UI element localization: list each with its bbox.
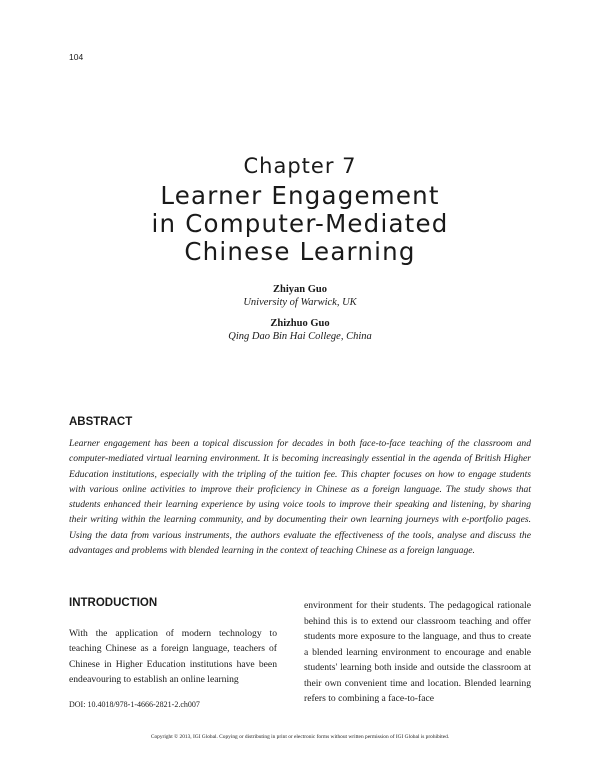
author-affiliation: Qing Dao Bin Hai College, China — [228, 331, 372, 342]
author-block — [0, 284, 600, 309]
chapter-title-line: Chinese Learning — [184, 237, 416, 266]
page-number: 104 — [69, 52, 84, 62]
author-block — [0, 318, 600, 343]
abstract-body: Learner engagement has been a topical discussion for decades in both face-to-face teaching of the classroom and computer-mediated virtual learning environment. It is becoming increasingly essential in the agenda of British Higher Education institutions, especially with the tripling of the tuition fee. This chapter focuses on how to engage students with various online activities to improve their proficiency in Chinese as a foreign language. The study shows that students enhanced their learning experience by using voice tools to improve their speaking and listening, by sharing their writing within the learning community, and by documenting their own learning journeys with e-portfolio pages. Using the data from various instruments, the authors evaluate the effectiveness of the tools, analyse and discuss the advantages and problems with blended learning in the context of teaching Chinese as a foreign language. — [69, 438, 531, 557]
copyright-notice: Copyright © 2013, IGI Global. Copying or distributing in print or electronic forms without written permission of IGI Global is prohibited. — [150, 734, 450, 740]
introduction-left-column: With the application of modern technology to teaching Chinese as a foreign language, teachers of Chinese in Higher Education institutions have been endeavouring to establish an online learning — [69, 628, 277, 686]
chapter-title-line: in Computer-Mediated — [151, 209, 449, 238]
chapter-title-line: Learner Engagement — [160, 181, 440, 210]
author-name: Zhizhuo Guo — [270, 318, 330, 329]
introduction-heading: INTRODUCTION — [69, 597, 158, 609]
introduction-right-column: environment for their students. The pedagogical rationale behind this is to extend our classroom teaching and offer students more exposure to the language, and thus to create a blended learning environment to encourage and enable students' learning both inside and outside the classroom at their own convenient time and location. Blended learning refers to combining a face-to-face — [304, 600, 531, 704]
author-affiliation: University of Warwick, UK — [243, 297, 357, 308]
chapter-title — [0, 182, 600, 266]
abstract-heading: ABSTRACT — [69, 416, 133, 428]
author-name: Zhiyan Guo — [273, 284, 327, 295]
chapter-label: Chapter 7 — [243, 154, 357, 178]
doi: DOI: 10.4018/978-1-4666-2821-2.ch007 — [69, 700, 200, 709]
